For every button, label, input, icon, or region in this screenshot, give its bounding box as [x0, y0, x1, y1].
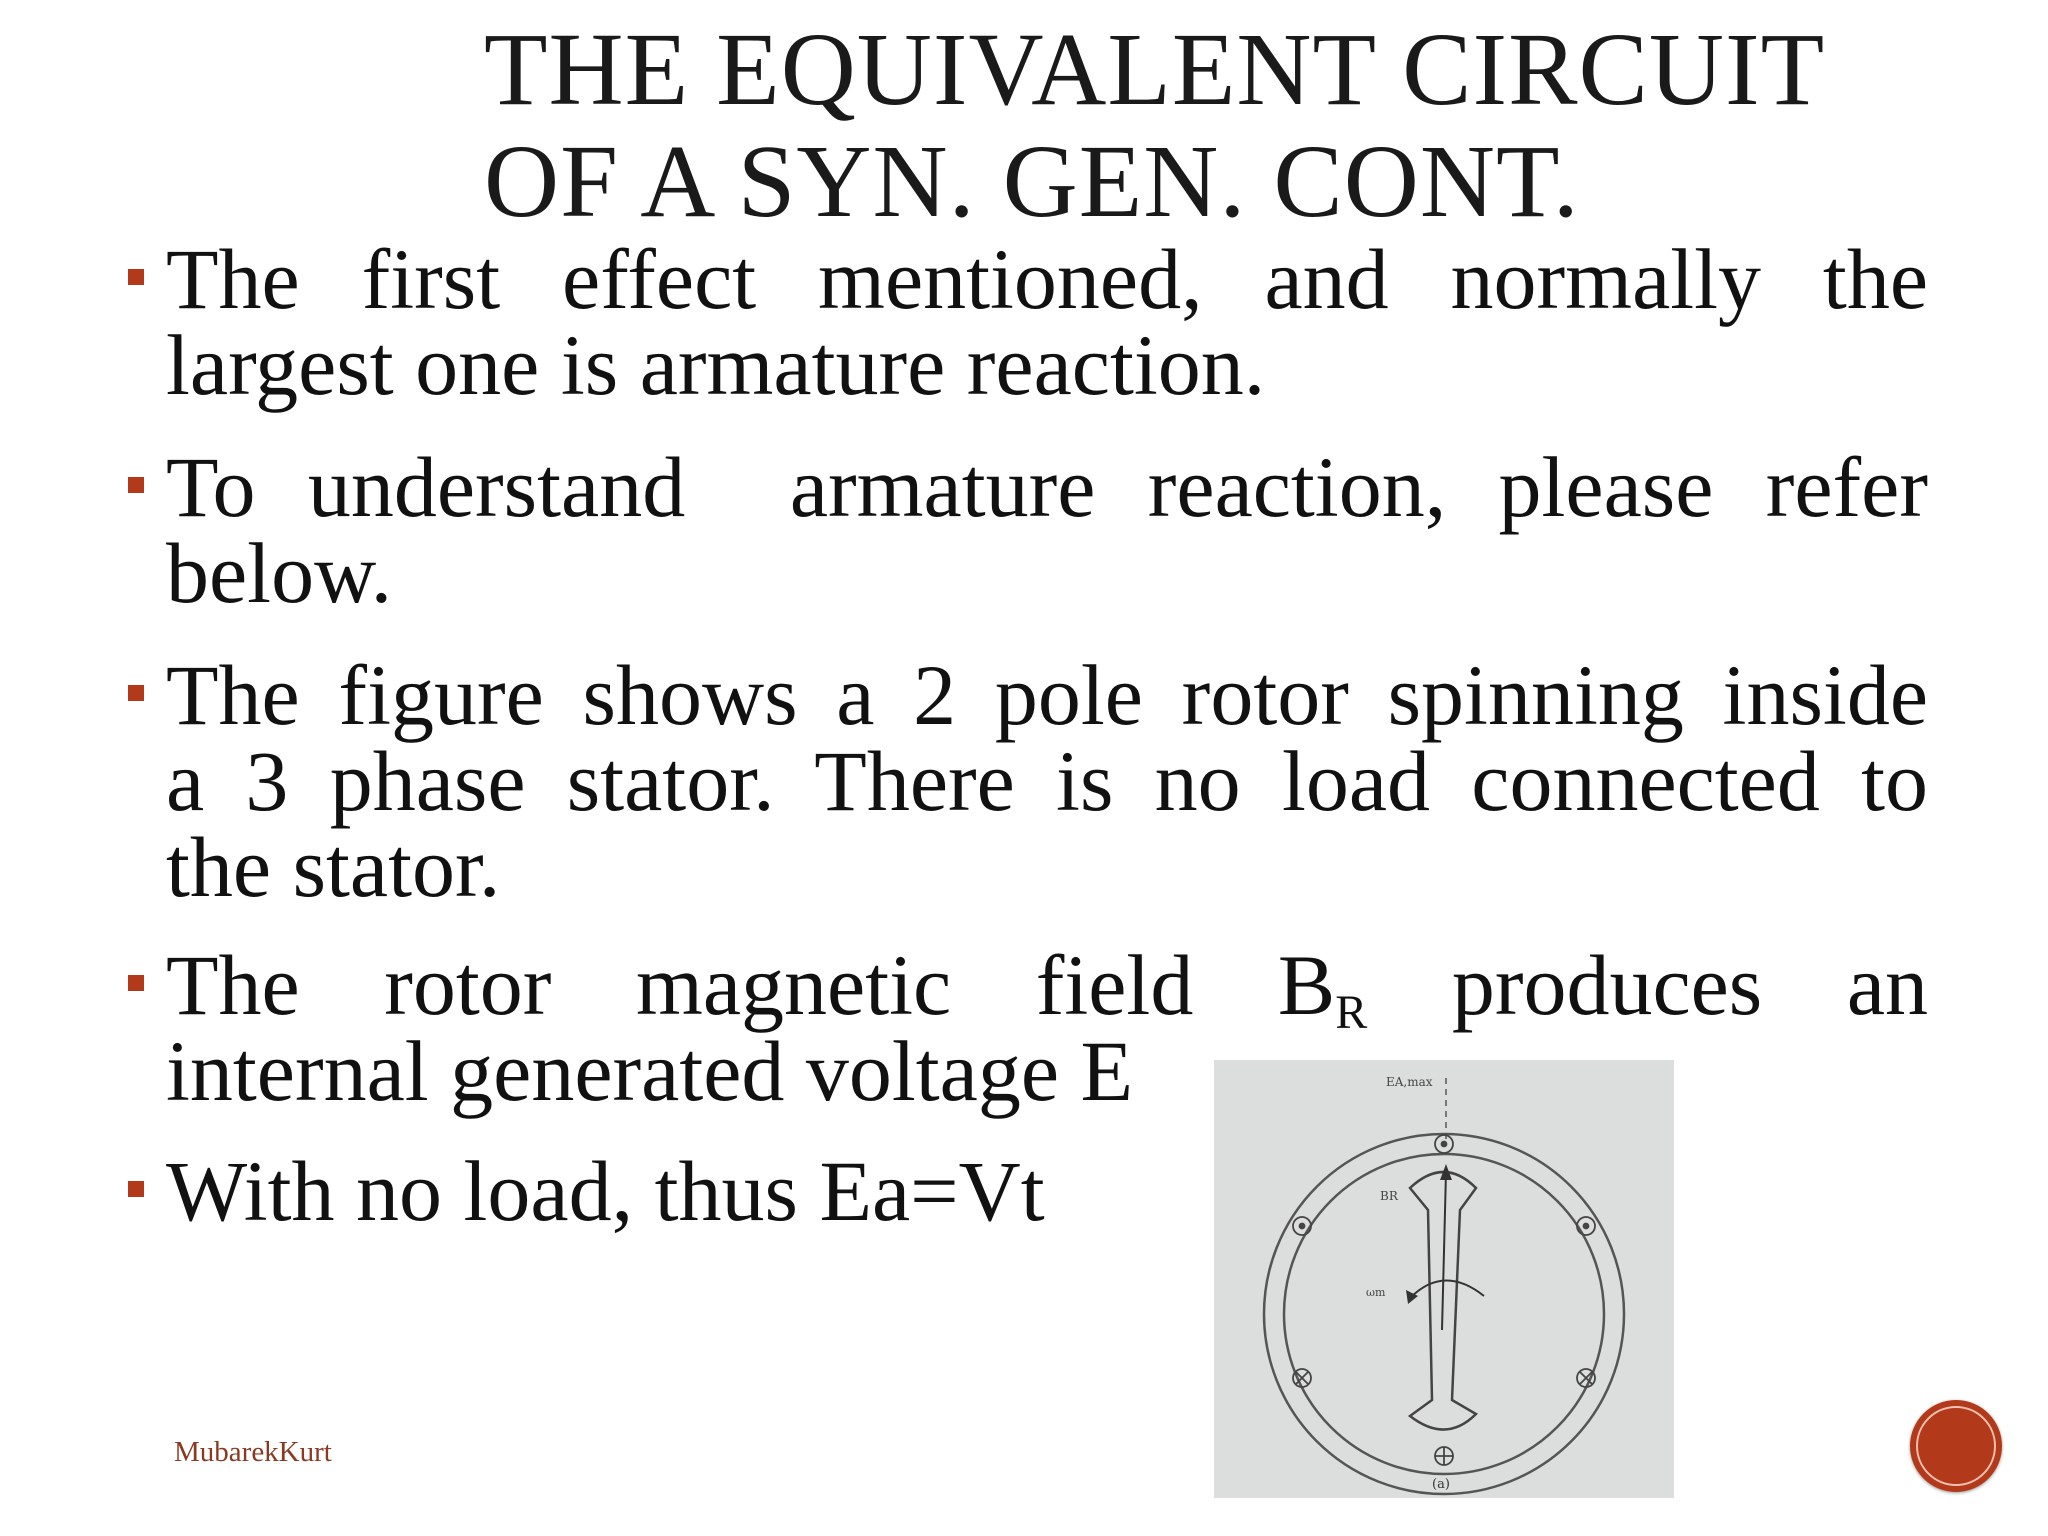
bullet-marker [128, 685, 144, 701]
omega-label: ωm [1366, 1286, 1386, 1299]
bullet-text [166, 231, 1928, 413]
rotor-stator-diagram [1214, 1060, 1674, 1498]
bullet-text [166, 439, 1928, 621]
title-line-1: THE EQUIVALENT CIRCUIT [484, 12, 1826, 127]
bullet-marker [128, 269, 144, 285]
bullet-line: The first effect mentioned, and normally the [166, 231, 1928, 327]
bullet-line-part: The rotor magnetic field B [166, 937, 1336, 1033]
bullet-line: internal generated voltage E [166, 1023, 1134, 1119]
bullet-marker [128, 1181, 144, 1197]
next-slide-button[interactable] [1910, 1400, 2002, 1492]
bullet-marker [128, 477, 144, 493]
bullet-line-part: produces an [1367, 937, 1928, 1033]
bullet-line: the stator. [166, 819, 501, 915]
author-credit: MubarekKurt [174, 1436, 332, 1468]
ea-max-label: EA,max [1386, 1075, 1433, 1089]
br-label: BR [1380, 1189, 1398, 1203]
bullet-line: a 3 phase stator. There is no load connected to [166, 733, 1928, 829]
rotor-stator-figure [1214, 1060, 1674, 1498]
bullet-line: The figure shows a 2 pole rotor spinning inside [166, 647, 1928, 743]
title-line-2: OF A SYN. GEN. CONT. [484, 124, 1580, 239]
slide-title [484, 14, 2044, 238]
subscript: R [1335, 986, 1368, 1039]
bullet-marker [128, 975, 144, 991]
bullet-text [166, 647, 1928, 915]
bullet-line: To understand armature reaction, please refer [166, 439, 1928, 535]
bullet-line [166, 937, 1928, 1039]
figure-caption: (a) [1432, 1477, 1450, 1492]
bullet-line: With no load, thus Ea=Vt [166, 1143, 1045, 1239]
bullet-line: below. [166, 525, 393, 621]
bullet-line: largest one is armature reaction. [166, 317, 1266, 413]
